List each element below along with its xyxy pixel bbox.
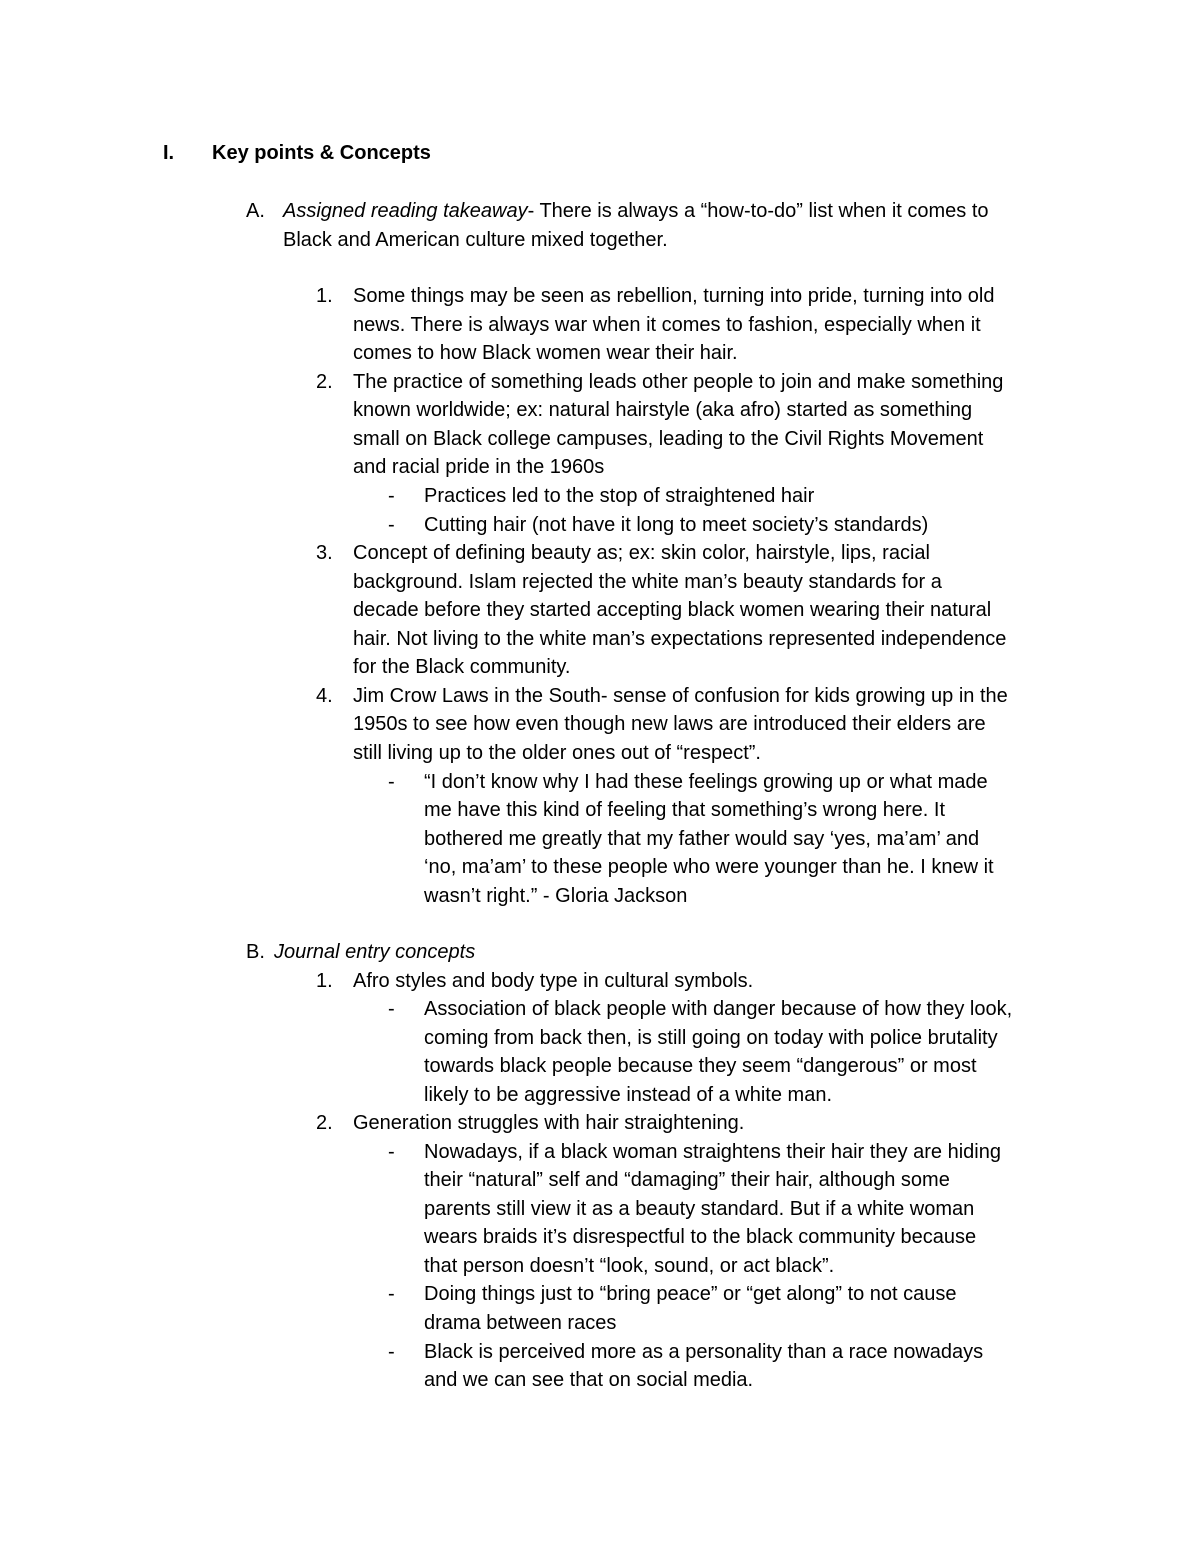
bullet-line: Practices led to the stop of straightened hair: [424, 485, 815, 507]
list-item-line: 1950s to see how even though new laws are introduced their elders are: [353, 713, 986, 735]
list-item-line: Jim Crow Laws in the South- sense of confusion for kids growing up in the: [353, 685, 1008, 707]
list-item-line: small on Black college campuses, leading to the Civil Rights Movement: [353, 428, 984, 450]
part-a-marker: A.: [246, 200, 265, 222]
section-numeral: I.: [163, 142, 175, 164]
list-number: 1.: [316, 285, 333, 307]
part-a-line-2: Black and American culture mixed together.: [283, 229, 668, 251]
part-a-line-1: [283, 197, 989, 226]
bullet-line: and we can see that on social media.: [424, 1369, 754, 1391]
quote-line: bothered me greatly that my father would say ‘yes, ma’am’ and: [424, 828, 980, 850]
list-item-line: decade before they started accepting black women wearing their natural: [353, 599, 992, 621]
list-item-line: known worldwide; ex: natural hairstyle (aka afro) started as something: [353, 399, 973, 421]
bullet-line: that person doesn’t “look, sound, or act black”.: [424, 1255, 835, 1277]
bullet-line: coming from back then, is still going on today with police brutality: [424, 1027, 998, 1049]
quote-line: ‘no, ma’am’ to these people who were younger than he. I knew it: [424, 856, 994, 878]
part-b-marker: B.: [246, 941, 265, 963]
bullet-dash: -: [388, 998, 395, 1020]
bullet-dash: -: [388, 1141, 395, 1163]
list-item-line: for the Black community.: [353, 656, 571, 678]
list-number: 1.: [316, 970, 333, 992]
list-item-line: Concept of defining beauty as; ex: skin color, hairstyle, lips, racial: [353, 542, 930, 564]
list-number: 3.: [316, 542, 333, 564]
list-item-line: Some things may be seen as rebellion, turning into pride, turning into old: [353, 285, 995, 307]
list-item-line: background. Islam rejected the white man’s beauty standards for a: [353, 571, 942, 593]
list-number: 2.: [316, 1112, 333, 1134]
list-item-line: Generation struggles with hair straightening.: [353, 1112, 745, 1134]
quote-line: “I don’t know why I had these feelings growing up or what made: [424, 771, 988, 793]
bullet-line: parents still view it as a beauty standard. But if a white woman: [424, 1198, 975, 1220]
bullet-line: their “natural” self and “damaging” their hair, although some: [424, 1169, 950, 1191]
list-item-line: The practice of something leads other people to join and make something: [353, 371, 1004, 393]
bullet-line: Doing things just to “bring peace” or “get along” to not cause: [424, 1283, 957, 1305]
list-number: 2.: [316, 371, 333, 393]
bullet-line: drama between races: [424, 1312, 617, 1334]
bullet-dash: -: [388, 1283, 395, 1305]
list-item-line: comes to how Black women wear their hair.: [353, 342, 738, 364]
bullet-line: towards black people because they seem “dangerous” or most: [424, 1055, 977, 1077]
bullet-dash: -: [388, 514, 395, 536]
bullet-line: likely to be aggressive instead of a white man.: [424, 1084, 832, 1106]
bullet-dash: -: [388, 1341, 395, 1363]
bullet-line: Association of black people with danger because of how they look,: [424, 998, 1013, 1020]
list-item-line: still living up to the older ones out of “respect”.: [353, 742, 761, 764]
part-a-label: Assigned reading takeaway: [283, 200, 528, 222]
section-title: Key points & Concepts: [212, 142, 431, 164]
bullet-dash: -: [388, 771, 395, 793]
bullet-dash: -: [388, 485, 395, 507]
part-b-label: Journal entry concepts: [274, 941, 476, 963]
bullet-line: Black is perceived more as a personality than a race nowadays: [424, 1341, 984, 1363]
list-item-line: Afro styles and body type in cultural symbols.: [353, 970, 754, 992]
list-item-line: news. There is always war when it comes to fashion, especially when it: [353, 314, 981, 336]
quote-line: wasn’t right.” - Gloria Jackson: [424, 885, 688, 907]
part-a-text: - There is always a “how-to-do” list when it comes to: [527, 200, 989, 222]
list-item-line: and racial pride in the 1960s: [353, 456, 605, 478]
bullet-line: Cutting hair (not have it long to meet society’s standards): [424, 514, 929, 536]
quote-line: me have this kind of feeling that something’s wrong here. It: [424, 799, 946, 821]
list-number: 4.: [316, 685, 333, 707]
list-item-line: hair. Not living to the white man’s expectations represented independence: [353, 628, 1007, 650]
bullet-line: Nowadays, if a black woman straightens their hair they are hiding: [424, 1141, 1001, 1163]
bullet-line: wears braids it’s disrespectful to the black community because: [424, 1226, 977, 1248]
